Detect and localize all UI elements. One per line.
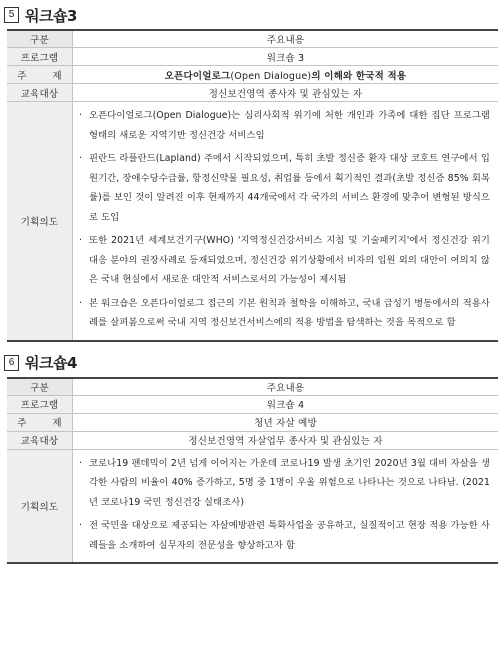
purpose-body	[73, 449, 499, 563]
program-value: 워크숍 3	[73, 48, 499, 66]
bullet-text: 오픈다이얼로그(Open Dialogue)는 심리사회적 위기에 처한 개인과 가족에 대한 집단 프로그램 형태의 새로운 지역기반 정신건강 서비스임	[89, 110, 490, 141]
bullet-mark: ·	[79, 110, 83, 121]
section-5-heading	[0, 3, 504, 27]
purpose-label: 기획의도	[7, 102, 73, 341]
list-item	[79, 231, 490, 290]
purpose-row	[7, 449, 498, 563]
workshop4-table	[7, 377, 498, 565]
target-value: 정신보건영역 자살업무 종사자 및 관심있는 자	[73, 431, 499, 449]
section-6-heading	[0, 351, 504, 375]
list-item	[79, 294, 490, 333]
header-label-cell: 구분	[7, 378, 73, 396]
purpose-label: 기획의도	[7, 449, 73, 563]
topic-bold-part-1: 오픈다이얼로그	[164, 70, 231, 82]
table-header-row	[7, 30, 498, 48]
list-item	[79, 149, 490, 227]
program-label: 프로그램	[7, 48, 73, 66]
list-item	[79, 454, 490, 513]
topic-row	[7, 413, 498, 431]
bullet-text: 핀란드 라플란드(Lapland) 주에서 시작되었으며, 특히 초발 정신증 환자 대상 코호트 연구에서 입원기간, 장애수당수급률, 항정신약물 필요성, 취업률 등에서 획기적인 결과(초발 정신증 85% 회복률)를 보인 것이 알려진 이후 현재까지 44개국에서 각 국가의 서비스 환경에 맞추어 변형된 방식으로 도입	[89, 153, 490, 223]
section-number-box: 6	[4, 355, 19, 371]
table-header-row	[7, 378, 498, 396]
bullet-mark: ·	[79, 297, 83, 309]
target-row	[7, 431, 498, 449]
purpose-body	[73, 102, 499, 341]
program-label: 프로그램	[7, 395, 73, 413]
program-row	[7, 48, 498, 66]
section-title: 워크숍3	[25, 6, 77, 25]
topic-bold-part-2: 의 이해와 한국적 적용	[311, 70, 407, 82]
header-value-cell: 주요내용	[73, 378, 499, 396]
header-label-cell: 구분	[7, 30, 73, 48]
topic-value	[73, 66, 499, 84]
section-number-box: 5	[4, 7, 19, 23]
target-value: 정신보건영역 종사자 및 관심있는 자	[73, 84, 499, 102]
bullet-mark: ·	[79, 520, 83, 531]
purpose-row	[7, 102, 498, 341]
program-value: 워크숍 4	[73, 395, 499, 413]
target-label: 교육대상	[7, 431, 73, 449]
header-value-cell: 주요내용	[73, 30, 499, 48]
bullet-text: 또한 2021년 세계보건기구(WHO) '지역정신건강서비스 지침 및 기술패키지'에서 정신건강 위기대응 분야의 권장사례로 등재되었으며, 정신건강 위기상황에서 비자의 입원 외의 대안이 여의치 않은 국내 현실에서 새로운 대안적 서비스로서의 가능성이 제시됨	[89, 235, 490, 285]
section-title: 워크숍4	[25, 354, 77, 372]
program-row	[7, 395, 498, 413]
list-item	[79, 106, 490, 145]
bullet-mark: ·	[79, 235, 83, 246]
topic-row	[7, 66, 498, 84]
bullet-text: 본 워크숍은 오픈다이얼로그 접근의 기본 원칙과 철학을 이해하고, 국내 급성기 병동에서의 적용사례를 살펴봄으로써 국내 지역 정신보건서비스에의 적용 방법을 탐색하는 것을 목적으로 함	[89, 297, 490, 328]
bullet-mark: ·	[79, 153, 83, 164]
topic-middle-part: (Open Dialogue)	[230, 70, 312, 82]
bullet-text: 코로나19 팬데믹이 2년 넘게 이어지는 가운데 코로나19 발생 초기인 2020년 3월 대비 자살을 생각한 사람의 비율이 40% 증가하고, 5명 중 1명이 우울 위험으로 나타나는 것으로 나타남. (2021년 코로나19 국민 정신건강 실태조사)	[89, 457, 490, 508]
target-row	[7, 84, 498, 102]
workshop3-table	[7, 29, 498, 342]
topic-label: 주 제	[7, 413, 73, 431]
topic-value: 청년 자살 예방	[73, 413, 499, 431]
bullet-mark: ·	[79, 457, 83, 469]
list-item	[79, 516, 490, 555]
topic-label: 주 제	[7, 66, 73, 84]
bullet-text: 전 국민을 대상으로 제공되는 자살예방관련 특화사업을 공유하고, 실질적이고 현장 적용 가능한 사례들을 소개하여 실무자의 전문성을 향상하고자 함	[89, 520, 490, 551]
target-label: 교육대상	[7, 84, 73, 102]
